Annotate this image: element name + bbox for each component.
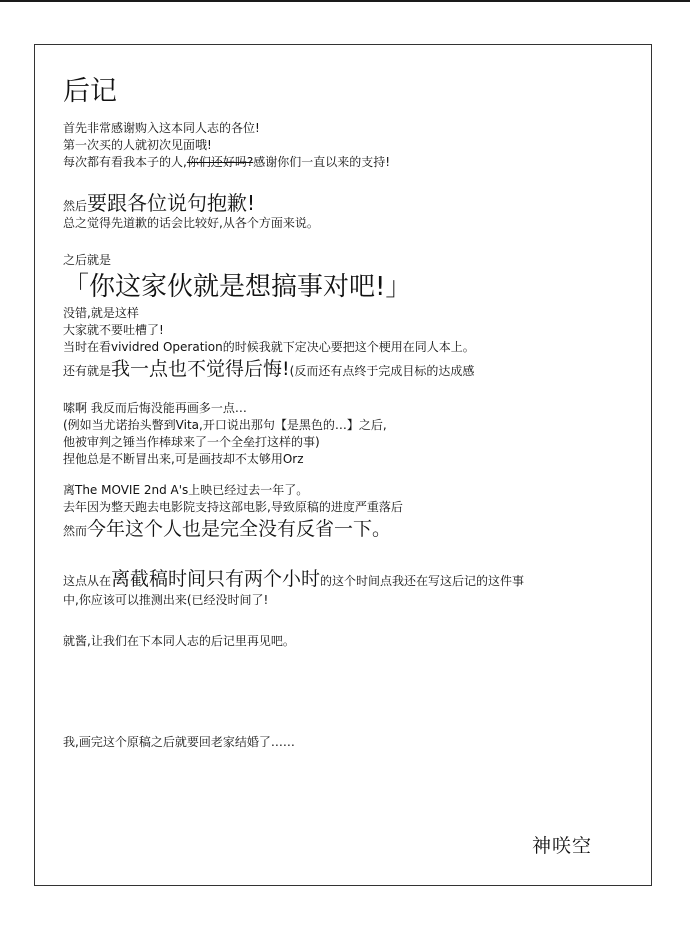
paragraph-movie [63, 482, 638, 542]
movie-line-3 [63, 516, 638, 542]
apology-prefix: 然后 [63, 199, 88, 213]
regret-line-3: 他被审判之锤当作棒球来了一个全垒打这样的事) [63, 435, 320, 449]
paragraph-farewell [63, 633, 638, 650]
thanks-line-3-struck: 你们还好吗? [186, 155, 254, 169]
thanks-line-3 [63, 154, 638, 171]
movie-line-2: 去年因为整天跑去电影院支持这部电影,导致原稿的进度严重落后 [63, 500, 403, 514]
gag-line-5: 当时在看vividred Operation的时候我就下定决心要把这个梗用在同人本上。 [63, 340, 475, 354]
apology-line-2: 总之觉得先道歉的话会比较好,从各个方面来说。 [63, 216, 319, 230]
deadline-prefix: 这点从在 [63, 574, 112, 588]
movie-line-3-prefix: 然而 [63, 524, 88, 538]
gag-line-6 [63, 356, 638, 382]
deadline-line-1 [63, 566, 638, 592]
apology-emphasis: 要跟各位说句抱歉! [87, 191, 256, 215]
paragraph-deadline [63, 566, 638, 609]
page-title: 后记 [63, 76, 117, 107]
gag-line-6-suffix: (反而还有点终于完成目标的达成感 [289, 364, 475, 378]
gag-line-6-emphasis: 我一点也不觉得后悔! [111, 358, 290, 380]
gag-line-3: 没错,就是这样 [63, 306, 139, 320]
apology-line-1 [63, 191, 638, 215]
farewell-line: 就酱,让我们在下本同人志的后记里再见吧。 [63, 634, 295, 648]
thanks-line-3-start: 每次都有看我本子的人, [63, 155, 187, 169]
regret-line-4: 捏他总是不断冒出来,可是画技却不太够用Orz [63, 452, 304, 466]
regret-line-2: (例如当尤诺抬头瞥到Vita,开口说出那句【是黑色的…】之后, [63, 418, 387, 432]
closing-line: 我,画完这个原稿之后就要回老家结婚了…… [63, 735, 295, 749]
thanks-line-3-end: 感谢你们一直以来的支持! [253, 155, 391, 169]
regret-line-1: 嗦啊 我反而后悔没能再画多一点… [63, 401, 247, 415]
thanks-line-1: 首先非常感谢购入这本同人志的各位! [63, 121, 260, 135]
paragraph-thanks [63, 120, 638, 171]
paragraph-apology [63, 191, 638, 232]
thanks-line-2: 第一次买的人就初次见面哦! [63, 138, 212, 152]
movie-line-1: 离The MOVIE 2nd A's上映已经过去一年了。 [63, 483, 309, 497]
top-border-line [0, 0, 690, 2]
paragraph-closing [63, 734, 638, 751]
deadline-emphasis: 离截稿时间只有两个小时 [111, 568, 321, 590]
deadline-suffix: 的这个时间点我还在写这后记的这件事 [320, 574, 525, 588]
paragraph-regret [63, 400, 638, 468]
movie-line-3-emphasis: 今年这个人也是完全没有反省一下。 [87, 518, 392, 540]
gag-quote: 「你这家伙就是想搞事对吧!」 [63, 272, 412, 302]
author-signature: 神咲空 [531, 835, 592, 857]
gag-line-6-prefix: 还有就是 [63, 364, 112, 378]
gag-line-1: 之后就是 [63, 253, 112, 267]
paragraph-gag [63, 252, 638, 382]
deadline-line-2: 中,你应该可以推测出来(已经没时间了! [63, 593, 269, 607]
gag-line-4: 大家就不要吐槽了! [63, 323, 164, 337]
afterword-content [63, 72, 638, 751]
